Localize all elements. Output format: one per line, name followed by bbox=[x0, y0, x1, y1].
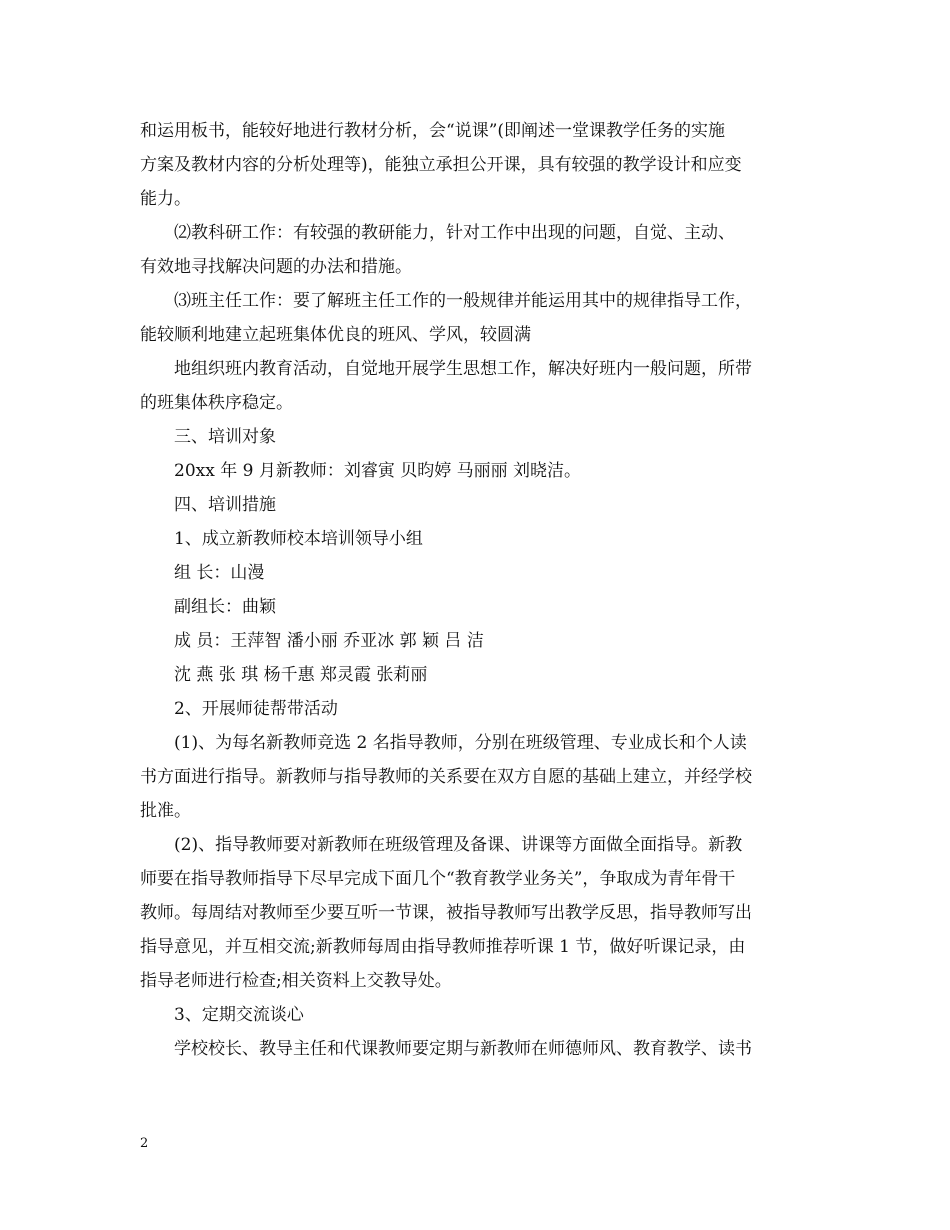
text-line: 地组织班内教育活动，自觉地开展学生思想工作，解决好班内一般问题，所带 bbox=[174, 359, 752, 379]
text-line: 20xx 年 9 月新教师：刘睿寅 贝昀婷 马丽丽 刘晓洁。 bbox=[174, 461, 582, 481]
text-line: 沈 燕 张 琪 杨千惠 郑灵霞 张莉丽 bbox=[174, 665, 428, 685]
text-line: 2、开展师徒帮带活动 bbox=[174, 699, 338, 719]
text-line: ⑵教科研工作：有较强的教研能力，针对工作中出现的问题，自觉、主动、 bbox=[174, 223, 735, 243]
text-line: 副组长：曲颖 bbox=[174, 597, 276, 617]
text-line: 批准。 bbox=[140, 801, 191, 821]
text-line: 学校校长、教导主任和代课教师要定期与新教师在师德师风、教育教学、读书 bbox=[174, 1039, 752, 1059]
text-line: 1、成立新教师校本培训领导小组 bbox=[174, 529, 423, 549]
page-number: 2 bbox=[140, 1136, 149, 1151]
text-line: 3、定期交流谈心 bbox=[174, 1005, 304, 1025]
document-body bbox=[140, 114, 830, 1066]
text-line: 指导老师进行检查;相关资料上交教导处。 bbox=[140, 971, 452, 991]
text-line: (2)、指导教师要对新教师在班级管理及备课、讲课等方面做全面指导。新教 bbox=[174, 835, 743, 855]
text-line: (1)、为每名新教师竞选 2 名指导教师，分别在班级管理、专业成长和个人读 bbox=[174, 733, 747, 753]
text-line: 教师。每周结对教师至少要互听一节课，被指导教师写出教学反思，指导教师写出 bbox=[140, 903, 752, 923]
text-line: 四、培训措施 bbox=[174, 495, 276, 515]
text-line: 能较顺利地建立起班集体优良的班风、学风，较圆满 bbox=[140, 325, 531, 345]
text-line: 能力。 bbox=[140, 189, 191, 209]
text-line: 有效地寻找解决问题的办法和措施。 bbox=[140, 257, 412, 277]
text-line: 方案及教材内容的分析处理等)，能独立承担公开课，具有较强的教学设计和应变 bbox=[140, 155, 742, 175]
text-line: 师要在指导教师指导下尽早完成下面几个“教育教学业务关”，争取成为青年骨干 bbox=[140, 869, 736, 889]
text-line: 和运用板书，能较好地进行教材分析，会“说课”(即阐述一堂课教学任务的实施 bbox=[140, 121, 726, 141]
text-line: 书方面进行指导。新教师与指导教师的关系要在双方自愿的基础上建立，并经学校 bbox=[140, 767, 752, 787]
text-line: ⑶班主任工作：要了解班主任工作的一般规律并能运用其中的规律指导工作， bbox=[174, 291, 752, 311]
text-line: 成 员：王萍智 潘小丽 乔亚冰 郭 颖 吕 洁 bbox=[174, 631, 484, 651]
text-line: 的班集体秩序稳定。 bbox=[140, 393, 293, 413]
text-line: 三、培训对象 bbox=[174, 427, 276, 447]
text-line: 指导意见，并互相交流;新教师每周由指导教师推荐听课 1 节，做好听课记录，由 bbox=[140, 937, 746, 957]
text-line: 组 长：山漫 bbox=[174, 563, 265, 583]
